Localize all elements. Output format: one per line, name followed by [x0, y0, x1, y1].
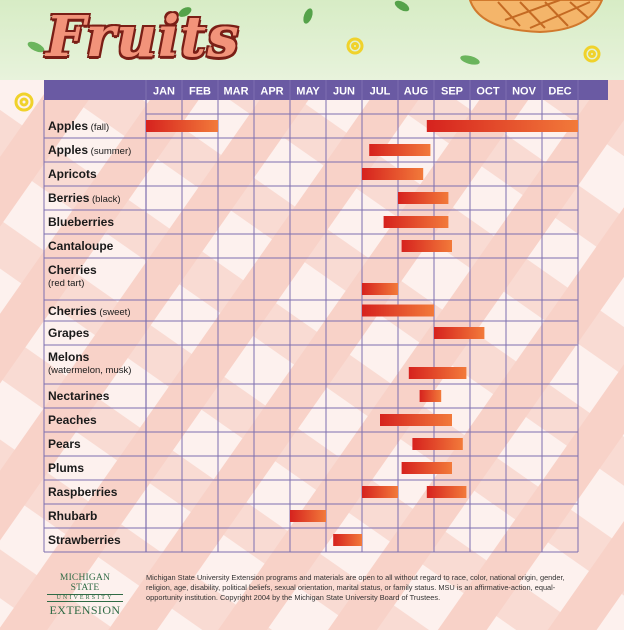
- fruit-name: Rhubarb: [48, 509, 98, 523]
- fruit-name: Cherries: [48, 303, 97, 318]
- month-label-mar: MAR: [223, 85, 249, 98]
- month-label-dec: DEC: [548, 85, 572, 98]
- fruit-note: (black): [89, 194, 121, 205]
- fruit-name: Blueberries: [48, 215, 115, 229]
- footer-disclaimer: Michigan State University Extension programs and materials are open to all without regard to race, color, national origin, gender, religion, age, disability, political beliefs, sexual orientation, marital status, or family status. MSU is an affirmative-action, equal-opportunity institution. Copyright 2004 by the Michigan State University Board of Trustees.: [146, 573, 565, 602]
- month-label-apr: APR: [260, 85, 284, 98]
- season-bar: [402, 240, 452, 252]
- fruit-name: Raspberries: [48, 485, 118, 499]
- fruit-note: (watermelon, musk): [48, 365, 132, 376]
- season-bar: [146, 120, 218, 132]
- fruit-label: [48, 413, 97, 427]
- fruit-label: [48, 389, 109, 403]
- month-label-sep: SEP: [440, 85, 464, 98]
- fruit-name: Cherries: [48, 263, 97, 277]
- fruit-label: [48, 485, 117, 499]
- season-bar: [362, 168, 423, 180]
- season-bar: [412, 438, 462, 450]
- fruit-note: (summer): [88, 146, 132, 157]
- fruit-label: [48, 191, 121, 207]
- fruit-name: Apples: [48, 143, 89, 157]
- fruit-name: Berries: [48, 191, 90, 205]
- season-bar: [362, 486, 398, 498]
- fruit-label: [48, 143, 131, 159]
- fruit-label: [48, 215, 114, 229]
- fruit-label: [48, 326, 89, 340]
- season-bar: [290, 510, 326, 522]
- fruit-note: (fall): [88, 122, 110, 133]
- season-bar: [409, 367, 467, 379]
- season-bar: [362, 305, 434, 317]
- page-title: Fruits: [46, 4, 240, 70]
- month-label-nov: NOV: [512, 85, 536, 98]
- month-label-oct: OCT: [476, 85, 500, 98]
- season-bar: [420, 390, 442, 402]
- fruit-label: [48, 461, 84, 475]
- fruit-label: [48, 350, 131, 378]
- month-label-jul: JUL: [369, 85, 391, 98]
- season-bar: [362, 283, 398, 295]
- season-bar: [427, 120, 578, 132]
- fruit-label: [48, 533, 121, 547]
- fruit-label: [48, 263, 97, 291]
- fruit-label: [48, 437, 81, 451]
- fruit-name: Apricots: [48, 167, 97, 181]
- fruit-name: Apples: [48, 119, 89, 133]
- fruit-label: [48, 167, 97, 181]
- season-bar: [380, 414, 452, 426]
- fruit-label: [48, 509, 97, 523]
- month-label-jan: JAN: [152, 85, 176, 98]
- msu-extension-logo: [47, 573, 123, 618]
- fruit-name: Nectarines: [48, 389, 110, 403]
- season-bar: [398, 192, 448, 204]
- fruit-name: Strawberries: [48, 533, 121, 547]
- fruit-note: (sweet): [96, 306, 131, 318]
- season-bar: [333, 534, 362, 546]
- season-bar: [402, 462, 452, 474]
- season-bar: [369, 144, 430, 156]
- logo-line-1: MICHIGAN STATE: [59, 573, 111, 593]
- fruit-name: Grapes: [48, 326, 90, 340]
- fruit-label: [48, 239, 113, 253]
- logo-line-3: EXTENSION: [49, 603, 121, 617]
- month-label-may: MAY: [296, 85, 320, 98]
- month-label-aug: AUG: [403, 85, 429, 98]
- fruit-label: [48, 304, 131, 320]
- fruit-name: Peaches: [48, 413, 97, 427]
- fruit-label: [48, 119, 109, 135]
- logo-line-2: UNIVERSITY: [47, 594, 123, 602]
- season-bar: [384, 216, 449, 228]
- fruit-name: Cantaloupe: [48, 239, 114, 253]
- season-bar: [434, 327, 484, 339]
- month-label-jun: JUN: [332, 85, 356, 98]
- month-label-feb: FEB: [189, 85, 211, 98]
- fruit-name: Plums: [48, 461, 85, 475]
- season-bar: [427, 486, 467, 498]
- fruit-name: Melons: [48, 350, 90, 364]
- fruit-note: (red tart): [48, 278, 85, 289]
- fruit-name: Pears: [48, 437, 81, 451]
